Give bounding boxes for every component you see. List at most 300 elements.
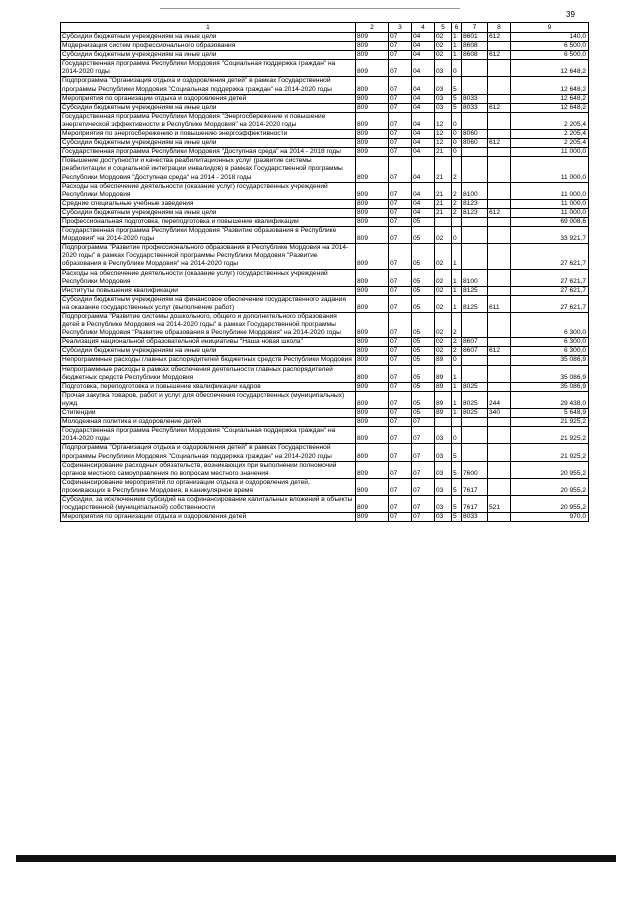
code-cell: [462, 148, 488, 157]
amount-cell: 140,0: [511, 33, 589, 42]
code-cell: [488, 42, 511, 51]
code-cell: 8060: [462, 139, 488, 148]
code-cell: [488, 94, 511, 103]
amount-cell: 5 648,9: [511, 409, 589, 418]
table-row: [61, 513, 589, 522]
row-name-cell: Подпрограмма "Развитие профессионального образования в Республике Мордовия на 2014-2020 годы" в рамках Государственной программы Республики Мордовия "Развитие образования в Республике Мордовия" на 2014-2020 годы: [61, 244, 356, 269]
code-cell: 02: [435, 227, 452, 244]
amount-cell: 20 955,2: [511, 461, 589, 478]
code-cell: 809: [356, 365, 389, 382]
code-cell: 02: [435, 286, 452, 295]
code-cell: 1: [452, 382, 462, 391]
page-number: 39: [566, 10, 575, 19]
code-cell: 07: [389, 269, 412, 286]
code-cell: [488, 356, 511, 365]
code-cell: 1: [452, 286, 462, 295]
amount-cell: 21 925,2: [511, 418, 589, 427]
code-cell: 2: [452, 347, 462, 356]
code-cell: 809: [356, 286, 389, 295]
code-cell: 809: [356, 356, 389, 365]
code-cell: 02: [435, 269, 452, 286]
row-name-cell: Расходы на обеспечение деятельности (оказание услуг) государственных учреждений Республики Мордовия: [61, 182, 356, 199]
code-cell: 809: [356, 244, 389, 269]
table-row: [61, 182, 589, 199]
code-cell: 07: [389, 356, 412, 365]
amount-cell: 20 955,2: [511, 478, 589, 495]
row-name-cell: Прочая закупка товаров, работ и услуг для обеспечения государственных (муниципальных) нужд: [61, 391, 356, 408]
row-name-cell: Государственная программа Республики Мордовия "Доступная среда" на 2014 - 2018 годы: [61, 148, 356, 157]
code-cell: [488, 77, 511, 94]
code-cell: [488, 513, 511, 522]
code-cell: 07: [389, 42, 412, 51]
code-cell: 1: [452, 33, 462, 42]
amount-cell: 11 000,0: [511, 199, 589, 208]
header-cell: 2: [356, 23, 389, 33]
code-cell: [488, 427, 511, 444]
code-cell: 2: [452, 313, 462, 338]
code-cell: 07: [389, 495, 412, 512]
code-cell: 04: [412, 42, 435, 51]
code-cell: 05: [412, 295, 435, 312]
code-cell: [488, 130, 511, 139]
code-cell: 07: [389, 313, 412, 338]
code-cell: 07: [389, 199, 412, 208]
code-cell: 07: [389, 391, 412, 408]
table-row: [61, 208, 589, 217]
code-cell: 07: [389, 112, 412, 129]
code-cell: 612: [488, 103, 511, 112]
code-cell: 5: [452, 103, 462, 112]
code-cell: 07: [412, 418, 435, 427]
code-cell: 809: [356, 208, 389, 217]
code-cell: 1: [452, 269, 462, 286]
code-cell: 21: [435, 182, 452, 199]
code-cell: 89: [435, 391, 452, 408]
amount-cell: 29 438,0: [511, 391, 589, 408]
code-cell: 0: [452, 356, 462, 365]
code-cell: 07: [389, 77, 412, 94]
code-cell: 809: [356, 112, 389, 129]
header-cell: 9: [511, 23, 589, 33]
table-row: [61, 157, 589, 182]
code-cell: 1: [452, 51, 462, 60]
code-cell: 07: [389, 478, 412, 495]
code-cell: 809: [356, 227, 389, 244]
table-row: [61, 391, 589, 408]
table-row: [61, 478, 589, 495]
code-cell: 809: [356, 51, 389, 60]
code-cell: 07: [389, 208, 412, 217]
code-cell: 02: [435, 338, 452, 347]
code-cell: [435, 217, 452, 226]
table-row: [61, 217, 589, 226]
code-cell: 07: [412, 461, 435, 478]
amount-cell: 21 925,2: [511, 427, 589, 444]
code-cell: 809: [356, 60, 389, 77]
code-cell: 04: [412, 139, 435, 148]
row-name-cell: Мероприятия по организации отдыха и оздоровления детей: [61, 513, 356, 522]
code-cell: 2: [452, 208, 462, 217]
code-cell: 2: [452, 338, 462, 347]
code-cell: 04: [412, 199, 435, 208]
code-cell: 809: [356, 418, 389, 427]
row-name-cell: Подпрограмма "Развитие системы дошкольного, общего и дополнительного образования детей в Республике Мордовия на 2014-2020 годы" в рамках Государственной программы Республики Мордовия "Развитие образования в Республике Мордовия" на 2014-2020 годы: [61, 313, 356, 338]
code-cell: 809: [356, 217, 389, 226]
code-cell: 07: [412, 444, 435, 461]
row-name-cell: Государственная программа Республики Мордовия "Развитие образования в Республике Мордовия" на 2014-2020 годы: [61, 227, 356, 244]
code-cell: [488, 418, 511, 427]
code-cell: 21: [435, 148, 452, 157]
amount-cell: 6 300,0: [511, 347, 589, 356]
code-cell: 07: [389, 444, 412, 461]
code-cell: 7617: [462, 478, 488, 495]
code-cell: 07: [389, 244, 412, 269]
amount-cell: 27 621,7: [511, 295, 589, 312]
code-cell: [488, 269, 511, 286]
code-cell: [462, 444, 488, 461]
table-row: [61, 103, 589, 112]
code-cell: 809: [356, 478, 389, 495]
row-name-cell: Молодежная политика и оздоровление детей: [61, 418, 356, 427]
code-cell: 89: [435, 382, 452, 391]
code-cell: 809: [356, 139, 389, 148]
table-row: [61, 444, 589, 461]
code-cell: 04: [412, 182, 435, 199]
code-cell: 8601: [462, 33, 488, 42]
code-cell: 12: [435, 130, 452, 139]
code-cell: 809: [356, 513, 389, 522]
code-cell: 8607: [462, 347, 488, 356]
code-cell: 1: [452, 409, 462, 418]
code-cell: 809: [356, 77, 389, 94]
header-cell: 3: [389, 23, 412, 33]
scan-bottom-bar: [16, 855, 616, 862]
code-cell: 07: [389, 182, 412, 199]
code-cell: [488, 338, 511, 347]
code-cell: 07: [389, 295, 412, 312]
row-name-cell: Субсидии бюджетным учреждениям на иные цели: [61, 103, 356, 112]
code-cell: 07: [389, 409, 412, 418]
code-cell: [488, 286, 511, 295]
code-cell: 809: [356, 495, 389, 512]
code-cell: [462, 313, 488, 338]
row-name-cell: Повышение доступности и качества реабилитационных услуг (развитие системы реабилитации и социальной интеграции инвалидов) в рамках Государственной программы Республики Мордовия "Доступная среда" на 2014 - 2018 годы: [61, 157, 356, 182]
code-cell: 02: [435, 313, 452, 338]
code-cell: 8033: [462, 103, 488, 112]
code-cell: 809: [356, 391, 389, 408]
row-name-cell: Средние специальные учебные заведения: [61, 199, 356, 208]
code-cell: 07: [389, 418, 412, 427]
code-cell: 07: [389, 365, 412, 382]
row-name-cell: Государственная программа Республики Мордовия "Социальная поддержка граждан" на 2014-2020 годы: [61, 60, 356, 77]
row-name-cell: Институты повышения квалификации: [61, 286, 356, 295]
code-cell: 809: [356, 338, 389, 347]
code-cell: [462, 427, 488, 444]
budget-table: [60, 22, 589, 522]
table-row: [61, 139, 589, 148]
code-cell: 05: [412, 356, 435, 365]
code-cell: 21: [435, 157, 452, 182]
code-cell: 07: [389, 513, 412, 522]
code-cell: 07: [389, 148, 412, 157]
code-cell: 05: [412, 382, 435, 391]
table-row: [61, 409, 589, 418]
code-cell: 03: [435, 427, 452, 444]
table-row: [61, 33, 589, 42]
amount-cell: 2 205,4: [511, 112, 589, 129]
code-cell: 05: [412, 391, 435, 408]
table-row: [61, 42, 589, 51]
top-divider: [160, 8, 460, 9]
code-cell: 03: [435, 495, 452, 512]
row-name-cell: Стипендии: [61, 409, 356, 418]
code-cell: [462, 77, 488, 94]
table-header-row: [61, 23, 589, 33]
amount-cell: 6 500,0: [511, 51, 589, 60]
header-cell: 4: [412, 23, 435, 33]
code-cell: 21: [435, 199, 452, 208]
amount-cell: 970,0: [511, 513, 589, 522]
code-cell: 07: [389, 94, 412, 103]
header-cell: 6: [452, 23, 462, 33]
code-cell: 1: [452, 244, 462, 269]
code-cell: [488, 199, 511, 208]
code-cell: 05: [412, 227, 435, 244]
code-cell: 04: [412, 103, 435, 112]
table-row: [61, 269, 589, 286]
code-cell: 03: [435, 444, 452, 461]
code-cell: 04: [412, 94, 435, 103]
amount-cell: 11 000,0: [511, 157, 589, 182]
code-cell: 612: [488, 208, 511, 217]
code-cell: 5: [452, 461, 462, 478]
code-cell: [462, 365, 488, 382]
table-body: [61, 33, 589, 522]
row-name-cell: Расходы на обеспечение деятельности (оказание услуг) государственных учреждений Республики Мордовия: [61, 269, 356, 286]
code-cell: 1: [452, 365, 462, 382]
code-cell: 89: [435, 409, 452, 418]
amount-cell: 35 086,9: [511, 356, 589, 365]
code-cell: 7617: [462, 495, 488, 512]
code-cell: 07: [389, 33, 412, 42]
code-cell: 04: [412, 60, 435, 77]
code-cell: 612: [488, 139, 511, 148]
code-cell: [488, 461, 511, 478]
table-row: [61, 347, 589, 356]
code-cell: 809: [356, 313, 389, 338]
amount-cell: 6 500,0: [511, 42, 589, 51]
row-name-cell: Софинансирование расходных обязательств, возникающих при выполнении полномочий органов местного самоуправления по вопросам местного значения: [61, 461, 356, 478]
code-cell: 05: [412, 347, 435, 356]
table-row: [61, 382, 589, 391]
code-cell: 07: [412, 495, 435, 512]
code-cell: 03: [435, 478, 452, 495]
table-row: [61, 148, 589, 157]
table-row: [61, 51, 589, 60]
code-cell: [488, 112, 511, 129]
code-cell: 07: [389, 347, 412, 356]
code-cell: 5: [452, 495, 462, 512]
code-cell: 809: [356, 461, 389, 478]
code-cell: 809: [356, 42, 389, 51]
code-cell: 612: [488, 51, 511, 60]
code-cell: 0: [452, 148, 462, 157]
code-cell: [462, 356, 488, 365]
row-name-cell: Подпрограмма "Организация отдыха и оздоровления детей" в рамках Государственной программы Республики Мордовия "Социальная поддержка граждан" на 2014-2020 годы: [61, 77, 356, 94]
code-cell: [488, 227, 511, 244]
table-row: [61, 286, 589, 295]
row-name-cell: Профессиональная подготовка, переподготовка и повышение квалификации: [61, 217, 356, 226]
code-cell: 04: [412, 51, 435, 60]
code-cell: 809: [356, 382, 389, 391]
code-cell: 04: [412, 148, 435, 157]
code-cell: 12: [435, 139, 452, 148]
code-cell: [488, 444, 511, 461]
code-cell: 8033: [462, 94, 488, 103]
code-cell: [462, 60, 488, 77]
code-cell: 05: [412, 244, 435, 269]
code-cell: 0: [452, 227, 462, 244]
amount-cell: 27 621,7: [511, 269, 589, 286]
table-row: [61, 94, 589, 103]
code-cell: [488, 217, 511, 226]
code-cell: 02: [435, 347, 452, 356]
code-cell: 07: [389, 130, 412, 139]
code-cell: [462, 244, 488, 269]
row-name-cell: Мероприятия по организации отдыха и оздоровления детей: [61, 94, 356, 103]
code-cell: 05: [412, 286, 435, 295]
code-cell: 07: [412, 478, 435, 495]
code-cell: 07: [389, 103, 412, 112]
amount-cell: 33 921,7: [511, 227, 589, 244]
table-row: [61, 244, 589, 269]
amount-cell: 12 648,2: [511, 60, 589, 77]
code-cell: 07: [389, 51, 412, 60]
code-cell: 07: [389, 139, 412, 148]
code-cell: [488, 365, 511, 382]
code-cell: 8123: [462, 199, 488, 208]
code-cell: 8025: [462, 391, 488, 408]
code-cell: 809: [356, 157, 389, 182]
code-cell: 04: [412, 208, 435, 217]
code-cell: 04: [412, 157, 435, 182]
amount-cell: 12 648,2: [511, 77, 589, 94]
code-cell: 07: [389, 217, 412, 226]
code-cell: 02: [435, 244, 452, 269]
code-cell: 809: [356, 103, 389, 112]
code-cell: 05: [412, 269, 435, 286]
code-cell: 5: [452, 478, 462, 495]
code-cell: 809: [356, 427, 389, 444]
code-cell: 612: [488, 347, 511, 356]
table-row: [61, 313, 589, 338]
table-row: [61, 356, 589, 365]
code-cell: 03: [435, 103, 452, 112]
code-cell: 12: [435, 112, 452, 129]
table-row: [61, 461, 589, 478]
table-row: [61, 295, 589, 312]
code-cell: 612: [488, 33, 511, 42]
code-cell: 07: [389, 157, 412, 182]
code-cell: 03: [435, 77, 452, 94]
code-cell: 04: [412, 130, 435, 139]
code-cell: 0: [452, 112, 462, 129]
code-cell: 02: [435, 51, 452, 60]
row-name-cell: Субсидии бюджетным учреждениям на иные цели: [61, 139, 356, 148]
code-cell: 07: [412, 427, 435, 444]
code-cell: 04: [412, 33, 435, 42]
code-cell: [452, 217, 462, 226]
code-cell: 03: [435, 513, 452, 522]
code-cell: [462, 217, 488, 226]
code-cell: 809: [356, 269, 389, 286]
code-cell: 8033: [462, 513, 488, 522]
code-cell: 1: [452, 295, 462, 312]
code-cell: 0: [452, 60, 462, 77]
row-name-cell: Субсидии бюджетным учреждениям на финансовое обеспечение государственного задания на оказание государственных услуг (выполнение работ): [61, 295, 356, 312]
amount-cell: 6 300,0: [511, 313, 589, 338]
code-cell: [488, 313, 511, 338]
table-row: [61, 77, 589, 94]
code-cell: 8100: [462, 182, 488, 199]
code-cell: [462, 157, 488, 182]
code-cell: 8125: [462, 286, 488, 295]
code-cell: 2: [452, 199, 462, 208]
code-cell: 89: [435, 365, 452, 382]
table-row: [61, 112, 589, 129]
row-name-cell: Субсидии, за исключением субсидий на софинансирование капитальных вложений в объекты государственной (муниципальной) собственности: [61, 495, 356, 512]
code-cell: 809: [356, 130, 389, 139]
code-cell: 8608: [462, 51, 488, 60]
row-name-cell: Софинансирование мероприятий по организации отдыха и оздоровления детей, проживающих в Республике Мордовия, в каникулярное время: [61, 478, 356, 495]
row-name-cell: Субсидии бюджетным учреждениям на иные цели: [61, 208, 356, 217]
code-cell: 07: [389, 427, 412, 444]
code-cell: 809: [356, 33, 389, 42]
code-cell: 0: [452, 427, 462, 444]
code-cell: 809: [356, 94, 389, 103]
code-cell: [488, 382, 511, 391]
code-cell: [462, 227, 488, 244]
code-cell: 809: [356, 295, 389, 312]
code-cell: [488, 478, 511, 495]
code-cell: 809: [356, 182, 389, 199]
code-cell: 07: [389, 382, 412, 391]
code-cell: 2: [452, 157, 462, 182]
code-cell: 8100: [462, 269, 488, 286]
code-cell: 8607: [462, 338, 488, 347]
code-cell: 809: [356, 199, 389, 208]
code-cell: 340: [488, 409, 511, 418]
code-cell: 21: [435, 208, 452, 217]
table-row: [61, 60, 589, 77]
row-name-cell: Субсидии бюджетным учреждениям на иные цели: [61, 33, 356, 42]
row-name-cell: Модернизация систем профессионального образования: [61, 42, 356, 51]
code-cell: 07: [389, 286, 412, 295]
code-cell: 02: [435, 33, 452, 42]
code-cell: 07: [389, 60, 412, 77]
code-cell: 8125: [462, 295, 488, 312]
code-cell: 89: [435, 356, 452, 365]
code-cell: 5: [452, 513, 462, 522]
amount-cell: 11 000,0: [511, 182, 589, 199]
code-cell: [488, 244, 511, 269]
code-cell: 7600: [462, 461, 488, 478]
amount-cell: 27 621,7: [511, 244, 589, 269]
header-cell: 8: [488, 23, 511, 33]
row-name-cell: Субсидии бюджетным учреждениям на иные цели: [61, 51, 356, 60]
code-cell: 611: [488, 295, 511, 312]
row-name-cell: Реализация национальной образовательной инициативы "Наша новая школа": [61, 338, 356, 347]
